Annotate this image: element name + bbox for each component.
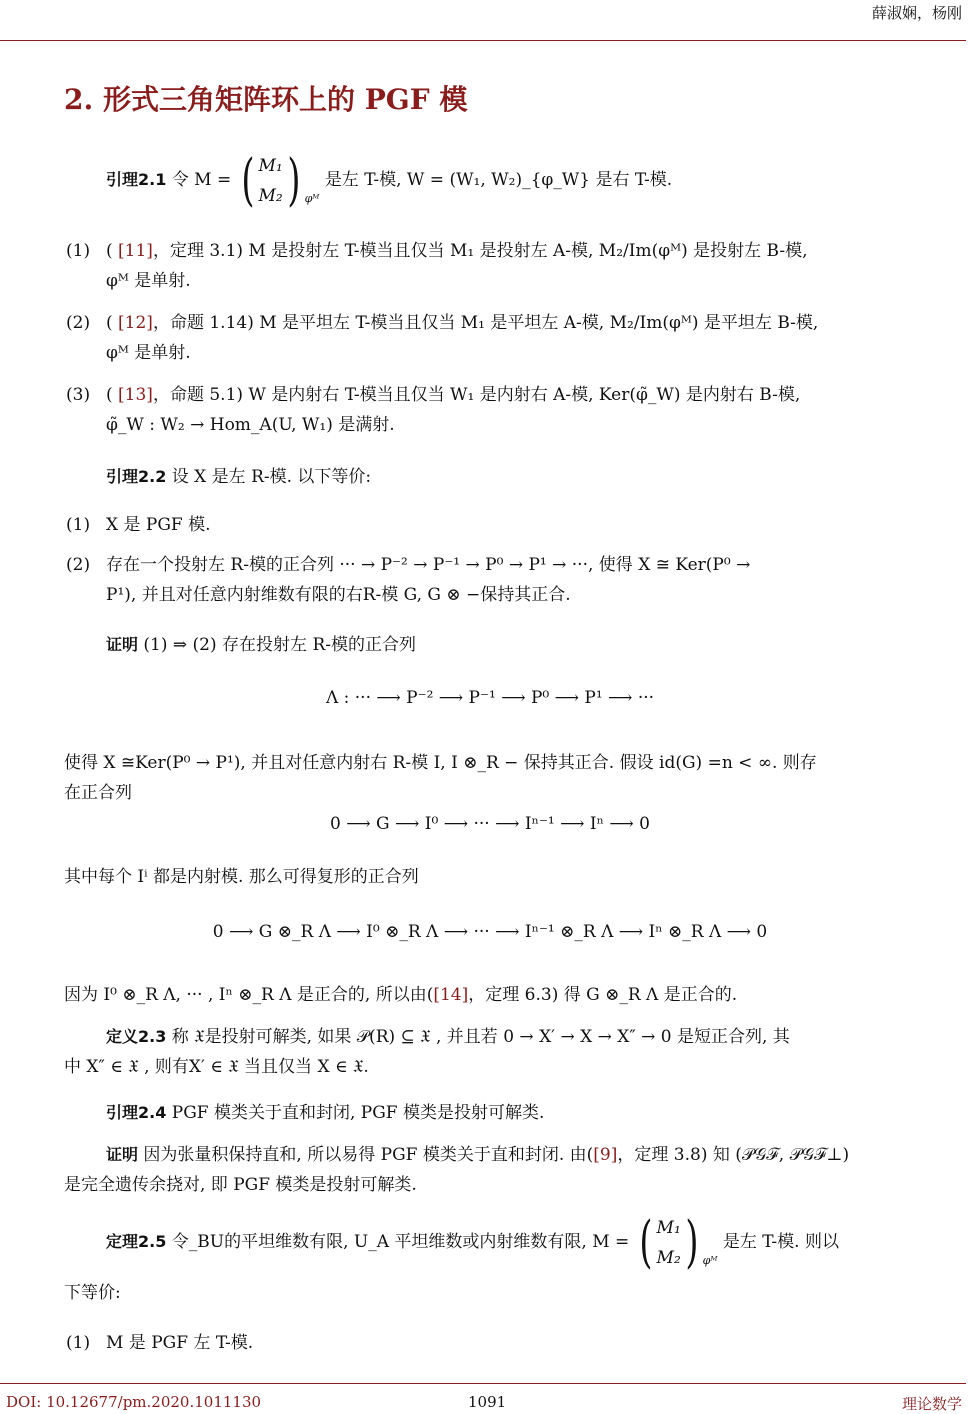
proof-1: 证明 (1) ⇒ (2) 存在投射左 R-模的正合列 [106, 635, 416, 655]
citation-11[interactable]: [11] [118, 241, 153, 261]
definition-2-3: 定义2.3 称 𝔛是投射可解类, 如果 𝒫(R) ⊆ 𝔛 , 并且若 0 → X′ → X → X″ → 0 是短正合列, 其 中 X″ ∈ 𝔛 , 则有X′ ∈ 𝔛 当且仅当 X ∈ 𝔛. [64, 1027, 790, 1077]
matrix-m1: M₁ [258, 155, 283, 176]
matrix-m2: M₂ [258, 185, 283, 206]
section-title: 2. 形式三角矩阵环上的 PGF 模 [64, 83, 468, 116]
footer-rule [0, 1383, 966, 1384]
citation-9[interactable]: [9] [593, 1145, 618, 1165]
lemma-2-4-label: 引理2.4 [106, 1103, 167, 1122]
theorem-2-5-item-1: (1) M 是 PGF 左 T-模. [66, 1333, 254, 1353]
lemma-2-1-item-3: (3) ( [13]，命题 5.1) W 是内射右 T-模当且仅当 W₁ 是内射右 A-模, Ker(φ̃_W) 是内射右 B-模, φ̃_W : W₂ → Hom_A(U, W₁) 是满射. [66, 385, 801, 435]
lemma-2-1 [64, 147, 964, 213]
display-injective-resolution: 0 ⟶ G ⟶ I⁰ ⟶ ··· ⟶ Iⁿ⁻¹ ⟶ Iⁿ ⟶ 0 [330, 814, 650, 834]
theorem-2-5: 定理2.5 令_BU的平坦维数有限, U_A 平坦维数或内射维数有限, M = ( M₁ M₂ ) φᴹ 是左 T-模. 则以 [106, 1209, 839, 1275]
citation-12[interactable]: [12] [118, 313, 153, 333]
definition-2-3-label: 定义2.3 [106, 1027, 167, 1046]
proof-1-label: 证明 [106, 635, 139, 654]
lemma-2-2-label: 引理2.2 [106, 467, 167, 486]
footer-page-number: 1091 [468, 1393, 507, 1411]
citation-13[interactable]: [13] [118, 385, 153, 405]
proof-2: 证明 因为张量积保持直和, 所以易得 PGF 模类关于直和封闭. 由([9]，定理 3.8) 知 (𝒫𝒢ℱ, 𝒫𝒢ℱ⊥) 是完全遗传余挠对, 即 PGF 模类是投射可解类. [64, 1145, 850, 1195]
matrix-phi: φᴹ [304, 191, 320, 205]
lemma-2-1-label: 引理2.1 [106, 170, 167, 189]
lemma-2-1-item-1: (1) ( [11]，定理 3.1) M 是投射左 T-模当且仅当 M₁ 是投射左 A-模, M₂/Im(φᴹ) 是投射左 B-模, φᴹ 是单射. [66, 241, 808, 291]
paragraph-3: 因为 I⁰ ⊗_R Λ, ··· , Iⁿ ⊗_R Λ 是正合的, 所以由([14]，定理 6.3) 得 G ⊗_R Λ 是正合的. [64, 985, 738, 1005]
matrix-m: ( M₁ M₂ ) φᴹ [237, 151, 320, 211]
lemma-2-2: 引理2.2 设 X 是左 R-模. 以下等价: [106, 467, 372, 487]
lemma-2-2-item-1: (1) X 是 PGF 模. [66, 515, 211, 535]
proof-2-label: 证明 [106, 1145, 139, 1164]
paragraph-2: 其中每个 Iⁱ 都是内射模. 那么可得复形的正合列 [64, 867, 419, 887]
citation-14[interactable]: [14] [433, 985, 469, 1005]
footer-journal[interactable]: 理论数学 [901, 1395, 962, 1413]
paragraph-1: 使得 X ≅Ker(P⁰ → P¹), 并且对任意内射右 R-模 I, I ⊗_R − 保持其正合. 假设 id(G) =n < ∞. 则存 在正合列 [64, 753, 817, 803]
header-rule [0, 40, 966, 41]
lemma-2-1-item-2: (2) ( [12]，命题 1.14) M 是平坦左 T-模当且仅当 M₁ 是平坦左 A-模, M₂/Im(φᴹ) 是平坦左 B-模, φᴹ 是单射. [66, 313, 819, 363]
theorem-2-5-line2: 下等价: [64, 1283, 121, 1303]
lemma-2-1-post: 是左 T-模, W = (W₁, W₂)_{φ_W} 是右 T-模. [324, 170, 673, 190]
theorem-2-5-label: 定理2.5 [106, 1232, 167, 1251]
header-authors: 薛淑娴，杨刚 [871, 4, 962, 22]
display-tensor-complex: 0 ⟶ G ⊗_R Λ ⟶ I⁰ ⊗_R Λ ⟶ ··· ⟶ Iⁿ⁻¹ ⊗_R Λ ⟶ Iⁿ ⊗_R Λ ⟶ 0 [212, 922, 768, 942]
lemma-2-1-pre: 令 M = [171, 170, 232, 190]
display-lambda: Λ : ··· ⟶ P⁻² ⟶ P⁻¹ ⟶ P⁰ ⟶ P¹ ⟶ ··· [325, 688, 655, 708]
footer-doi[interactable]: DOI: 10.12677/pm.2020.1011130 [6, 1393, 262, 1411]
matrix-m-theorem: ( M₁ M₂ ) φᴹ [639, 1209, 718, 1275]
lemma-2-4: 引理2.4 PGF 模类关于直和封闭, PGF 模类是投射可解类. [106, 1103, 545, 1123]
lemma-2-2-item-2: (2) 存在一个投射左 R-模的正合列 ··· → P⁻² → P⁻¹ → P⁰ → P¹ → ···, 使得 X ≅ Ker(P⁰ → P¹), 并且对任意内射维数有限的右R-模 G, G ⊗ −保持其正合. [66, 555, 751, 605]
